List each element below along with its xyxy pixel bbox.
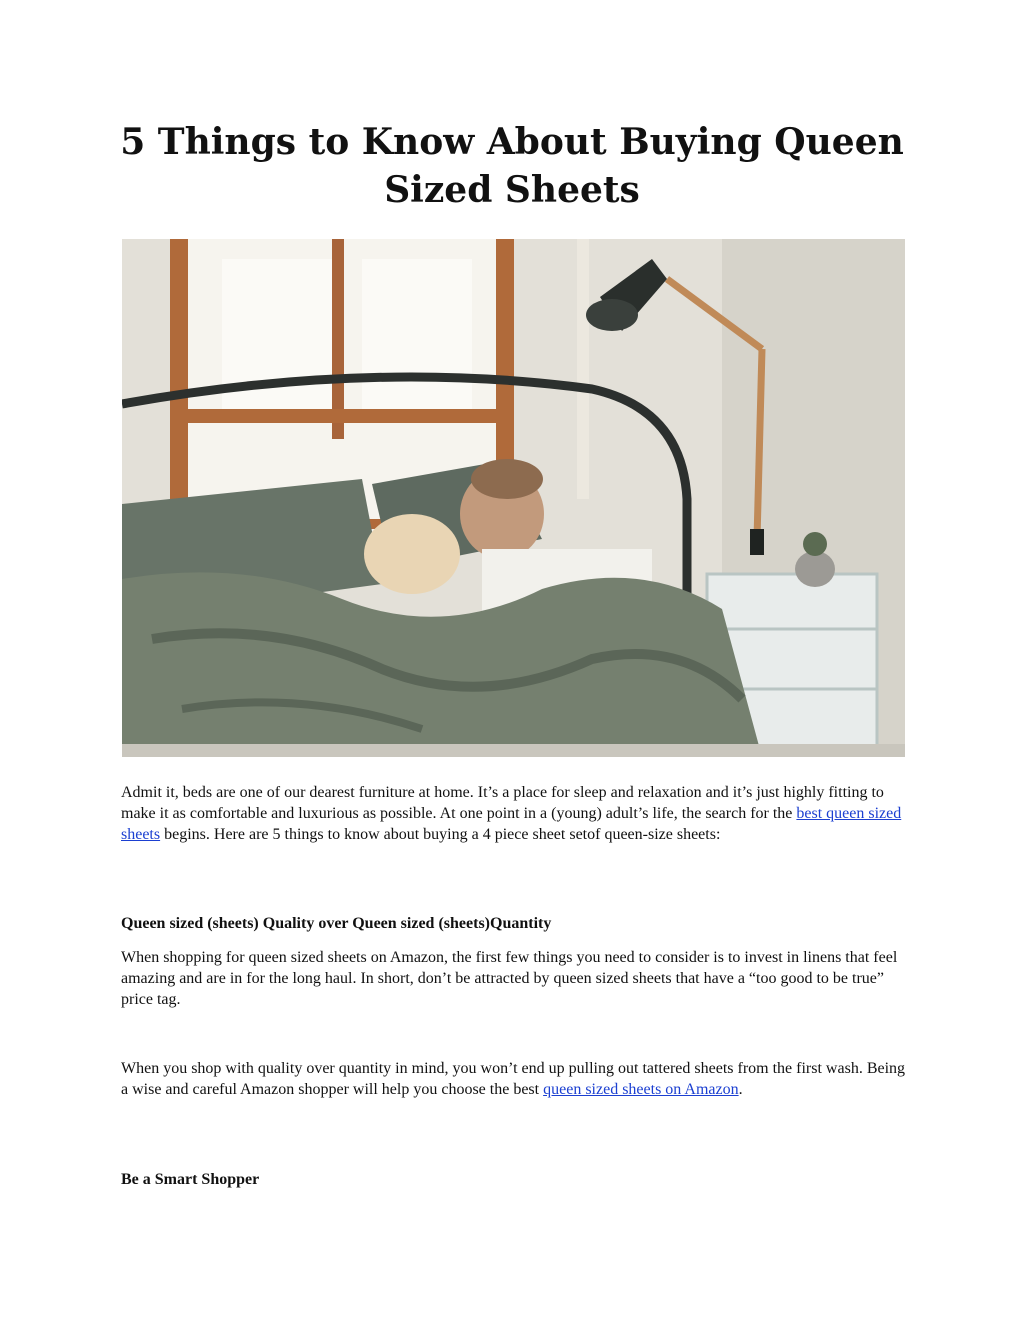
quality-paragraph: When shopping for queen sized sheets on Amazon, the first few things you need to consider is to invest in linens that feel amazing and are in for the long haul. In short, don’t be attracted by queen sized sheets that have a “too good to be true” price tag. [121, 949, 898, 1008]
intro-text-end: begins. Here are 5 things to know about buying a 4 piece sheet setof queen-size sheets: [160, 825, 721, 843]
quality-shopping-text-start: When you shop with quality over quantity in mind, you won’t end up pulling out tattered sheets from the first wash. Being a wise and careful Amazon shopper will help you choose the best [121, 1060, 906, 1098]
couple-in-bed-photo [122, 239, 905, 757]
intro-text-start: Admit it, beds are one of our dearest furniture at home. It’s a place for sleep and relaxation and it’s just highly fitting to make it as comfortable and luxurious as possible. At one point in a (young) adult’s life, the search for the [121, 784, 884, 822]
page-title: 5 Things to Know About Buying Queen Sized Sheets [120, 121, 904, 211]
quality-shopping-text-end: . [738, 1080, 743, 1098]
intro-paragraph [121, 783, 911, 845]
quality-shopping-paragraph [121, 1059, 911, 1101]
section-heading-quality: Queen sized (sheets) Quality over Queen sized (sheets)Quantity [121, 915, 552, 932]
section-heading-smart-shopper: Be a Smart Shopper [121, 1171, 260, 1188]
best-queen-sized-sheets-link[interactable]: best queen sized sheets [121, 804, 902, 843]
queen-sized-sheets-amazon-link[interactable]: queen sized sheets on Amazon [543, 1080, 739, 1098]
